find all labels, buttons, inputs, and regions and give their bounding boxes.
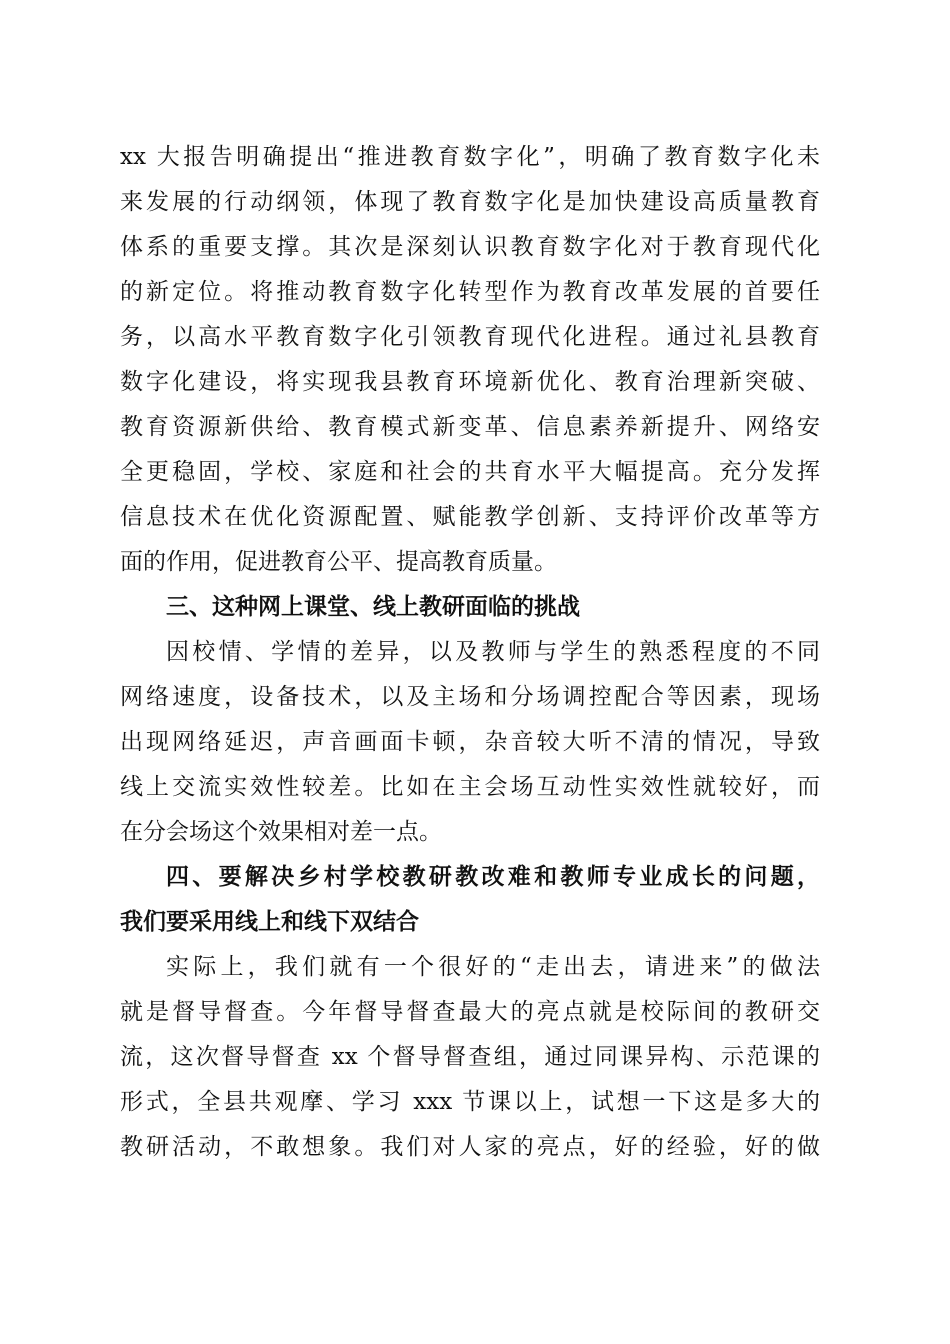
paragraph-line: 因校情、学情的差异，以及教师与学生的熟悉程度的不同: [166, 639, 820, 665]
section-heading-challenges: 三、这种网上课堂、线上教研面临的挑战: [166, 594, 580, 620]
paragraph-line: 教育资源新供给、教育模式新变革、信息素养新提升、网络安: [120, 414, 820, 440]
paragraph-line: 形式，全县共观摩、学习 xxx 节课以上，试想一下这是多大的: [120, 1089, 820, 1115]
section-heading-solution: [120, 855, 830, 945]
section-heading-line: 我们要采用线上和线下双结合: [120, 909, 419, 935]
paragraph-digitalization: [120, 135, 830, 585]
paragraph-line: 信息技术在优化资源配置、赋能教学创新、支持评价改革等方: [120, 504, 820, 530]
paragraph-line: 的新定位。将推动教育数字化转型作为教育改革发展的首要任: [120, 279, 820, 305]
paragraph-challenges: [120, 630, 830, 855]
paragraph-line: 教研活动，不敢想象。我们对人家的亮点，好的经验，好的做: [120, 1134, 820, 1160]
document-body: [120, 135, 830, 1170]
paragraph-line: 务，以高水平教育数字化引领教育现代化进程。通过礼县教育: [120, 324, 820, 350]
paragraph-line: 就是督导督查。今年督导督查最大的亮点就是校际间的教研交: [120, 999, 820, 1025]
paragraph-line: 体系的重要支撑。其次是深刻认识教育数字化对于教育现代化: [120, 234, 820, 260]
paragraph-line: 流，这次督导督查 xx 个督导督查组，通过同课异构、示范课的: [120, 1044, 820, 1070]
paragraph-line: 线上交流实效性较差。比如在主会场互动性实效性就较好，而: [120, 774, 820, 800]
section-heading-line: 四、要解决乡村学校教研教改难和教师专业成长的问题，: [166, 864, 820, 890]
paragraph-line: 来发展的行动纲领，体现了教育数字化是加快建设高质量教育: [120, 189, 820, 215]
paragraph-line: 网络速度，设备技术，以及主场和分场调控配合等因素，现场: [120, 684, 820, 710]
paragraph-line: 数字化建设，将实现我县教育环境新优化、教育治理新突破、: [120, 369, 820, 395]
paragraph-line: 在分会场这个效果相对差一点。: [120, 819, 442, 845]
paragraph-line: 实际上，我们就有一个很好的“走出去，请进来”的做法: [166, 954, 820, 980]
paragraph-line: 面的作用，促进教育公平、提高教育质量。: [120, 549, 557, 575]
paragraph-line: 全更稳固，学校、家庭和社会的共育水平大幅提高。充分发挥: [120, 459, 820, 485]
paragraph-line: 出现网络延迟，声音画面卡顿，杂音较大听不清的情况，导致: [120, 729, 820, 755]
paragraph-solution: [120, 945, 830, 1170]
paragraph-line: xx 大报告明确提出“推进教育数字化”，明确了教育数字化未: [120, 144, 820, 170]
